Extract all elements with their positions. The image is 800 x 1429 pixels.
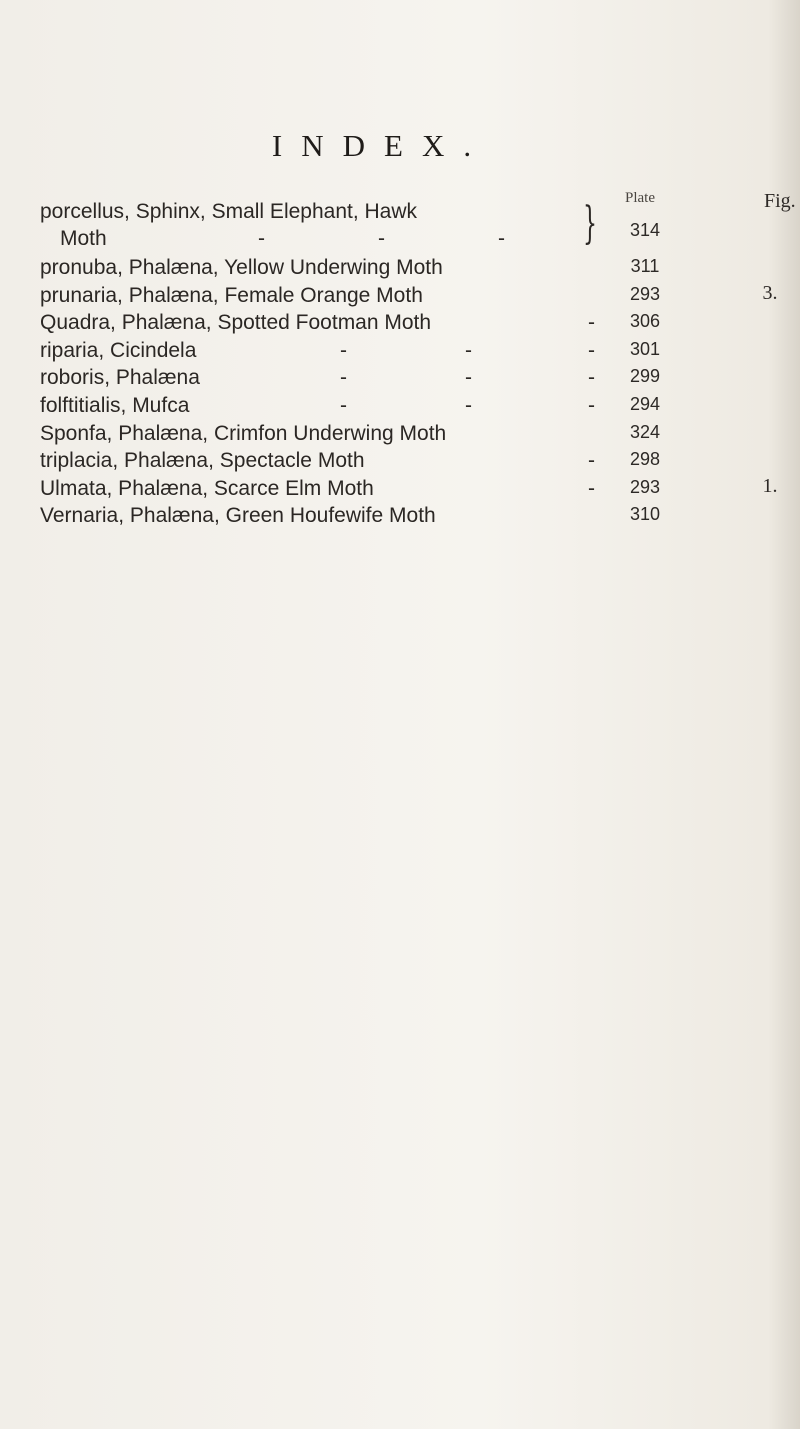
entry-text: porcellus, Sphinx, Small Elephant, Hawk xyxy=(40,200,418,223)
plate-number: 294 xyxy=(629,394,661,414)
entry-text: folftitialis, Mufca xyxy=(40,394,190,417)
leader-dash: - xyxy=(465,339,472,362)
leader-dash: - xyxy=(378,227,385,250)
leader-dash: - xyxy=(465,394,472,417)
plate-number: 311 xyxy=(630,256,660,276)
index-entry-continuation xyxy=(60,225,620,252)
leader-dash: - xyxy=(588,394,595,417)
index-entry xyxy=(40,420,600,447)
figure-number: 1. xyxy=(762,475,778,497)
plate-column-header: Plate xyxy=(625,190,655,206)
index-entry xyxy=(40,282,600,309)
plate-number: 293 xyxy=(629,477,661,497)
index-entry xyxy=(40,502,600,529)
plate-number: 298 xyxy=(629,449,661,469)
entry-text: pronuba, Phalæna, Yellow Underwing Moth xyxy=(40,256,443,279)
entry-text: Moth xyxy=(60,227,107,250)
entry-text: prunaria, Phalæna, Female Orange Moth xyxy=(40,284,423,307)
plate-number: 324 xyxy=(629,422,661,442)
plate-number: 301 xyxy=(629,339,661,359)
leader-dash: - xyxy=(465,366,472,389)
brace-mark: } xyxy=(583,198,597,249)
leader-dash: - xyxy=(340,394,347,417)
index-entry xyxy=(40,309,600,336)
entry-text: Quadra, Phalæna, Spotted Footman Moth xyxy=(40,311,432,334)
fig-column-header: Fig. xyxy=(764,190,796,212)
leader-dash: - xyxy=(340,366,347,389)
entry-text: Ulmata, Phalæna, Scarce Elm Moth xyxy=(40,477,374,500)
plate-number: 299 xyxy=(629,366,661,386)
figure-number: 3. xyxy=(762,282,778,304)
index-entry xyxy=(40,337,600,364)
index-entry xyxy=(40,198,600,225)
entry-text: Sponfa, Phalæna, Crimfon Underwing Moth xyxy=(40,422,447,445)
leader-dash: - xyxy=(588,366,595,389)
leader-dash: - xyxy=(588,339,595,362)
leader-dash: - xyxy=(340,339,347,362)
page-title: INDEX. xyxy=(271,128,491,163)
index-entry xyxy=(40,392,600,419)
index-entry xyxy=(40,364,600,391)
entry-text: triplacia, Phalæna, Spectacle Moth xyxy=(40,449,365,472)
entry-text: riparia, Cicindela xyxy=(40,339,197,362)
entry-text: roboris, Phalæna xyxy=(40,366,200,389)
leader-dash: - xyxy=(588,449,595,472)
index-entry xyxy=(40,475,600,502)
plate-number: 306 xyxy=(629,311,661,331)
entry-text: Vernaria, Phalæna, Green Houfewife Moth xyxy=(40,504,436,527)
plate-number: 310 xyxy=(629,504,661,524)
leader-dash: - xyxy=(498,227,505,250)
index-entry xyxy=(40,254,600,281)
leader-dash: - xyxy=(588,311,595,334)
plate-number: 293 xyxy=(629,284,661,304)
index-entry xyxy=(40,447,600,474)
leader-dash: - xyxy=(258,227,265,250)
plate-number: 314 xyxy=(629,220,661,240)
leader-dash: - xyxy=(588,477,595,500)
